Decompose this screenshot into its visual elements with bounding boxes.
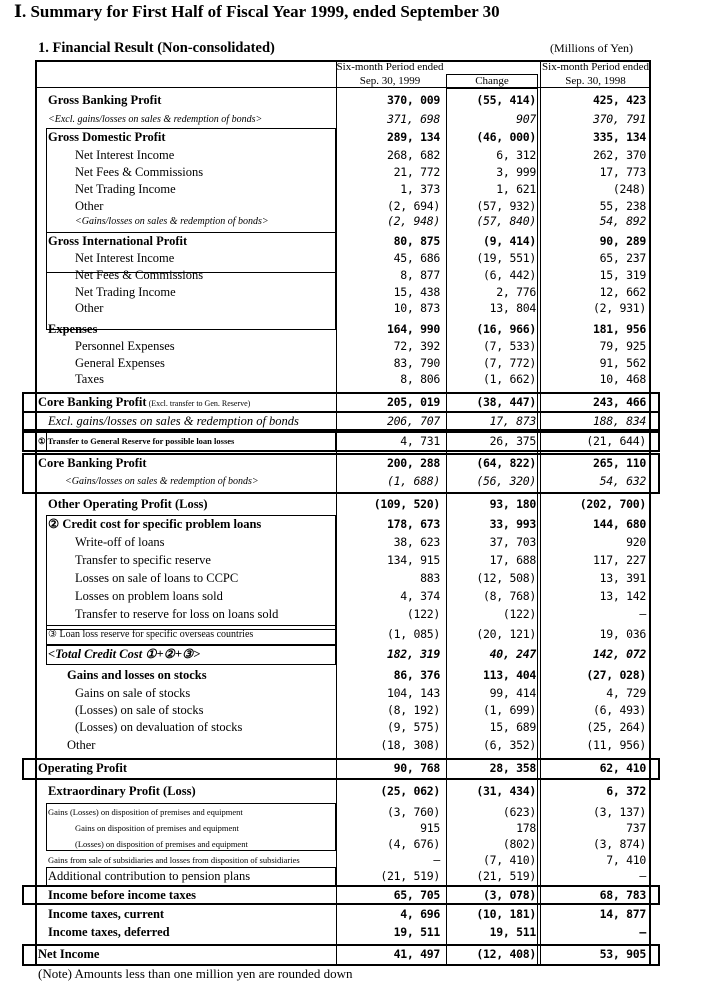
table-row <box>0 129 712 146</box>
value-prior: 19, 036 <box>599 627 646 641</box>
value-change: (31, 434) <box>476 784 536 798</box>
value-change: 113, 404 <box>483 668 536 682</box>
value-current: 83, 790 <box>393 356 440 370</box>
value-current: 21, 772 <box>393 165 440 179</box>
value-change: 13, 804 <box>489 301 536 315</box>
value-change: (19, 551) <box>476 251 536 265</box>
value-current: 206, 707 <box>387 414 440 428</box>
value-current: 370, 009 <box>387 93 440 107</box>
value-change: 40, 247 <box>489 647 536 661</box>
row-label: Gains on sale of stocks <box>75 686 191 700</box>
table-row <box>0 213 712 230</box>
table-row <box>0 719 712 736</box>
value-change: 907 <box>516 112 536 126</box>
value-current: (9, 575) <box>387 720 440 734</box>
table-row <box>0 804 712 821</box>
row-label: Income taxes, deferred <box>48 925 170 939</box>
value-change: (12, 408) <box>476 947 536 961</box>
row-label: Write-off of loans <box>75 535 165 549</box>
value-current: 65, 705 <box>393 888 440 902</box>
row-label: Gains and losses on stocks <box>67 668 207 682</box>
row-label: <Excl. gains/losses on sales & redemption of bonds> <box>48 114 263 125</box>
change-column-box <box>446 88 538 966</box>
value-prior: 4, 729 <box>606 686 646 700</box>
value-current: 205, 019 <box>387 395 440 409</box>
value-change: (57, 840) <box>476 214 536 228</box>
page-title: Ⅰ. Summary for First Half of Fiscal Year 1999, ended September 30 <box>14 2 500 21</box>
value-change: (122) <box>502 607 536 621</box>
value-change: (64, 822) <box>476 456 536 470</box>
table-row <box>0 570 712 587</box>
value-change: 26, 375 <box>489 434 536 448</box>
value-change: (56, 320) <box>476 474 536 488</box>
table-row <box>0 946 712 963</box>
value-prior: — <box>639 869 646 883</box>
value-current: (18, 308) <box>380 738 440 752</box>
row-label: Income taxes, current <box>48 907 165 921</box>
table-row <box>0 433 712 450</box>
table-row <box>0 394 712 411</box>
row-label: Excl. gains/losses on sales & redemption of bonds <box>48 414 299 428</box>
value-change: (3, 078) <box>483 888 536 902</box>
row-label: Gains on disposition of premises and equipment <box>75 823 239 833</box>
value-prior: (11, 956) <box>586 738 646 752</box>
table-row <box>0 300 712 317</box>
table-row <box>0 267 712 284</box>
value-current: 182, 319 <box>387 647 440 661</box>
value-current: 915 <box>420 821 440 835</box>
value-current: 10, 873 <box>393 301 440 315</box>
value-current: 19, 511 <box>393 925 440 939</box>
row-label: Personnel Expenses <box>75 339 175 353</box>
table-row <box>0 321 712 338</box>
row-label: Losses on sale of loans to CCPC <box>75 571 239 585</box>
value-current: (2, 694) <box>387 199 440 213</box>
value-change: 15, 689 <box>489 720 536 734</box>
row-label: Operating Profit <box>38 761 127 775</box>
value-change: (7, 533) <box>483 339 536 353</box>
row-label: Other <box>75 199 104 213</box>
table-row <box>0 702 712 719</box>
table-row <box>0 924 712 941</box>
section-title: 1. Financial Result (Non-consolidated) <box>38 40 275 56</box>
row-label: Net Fees & Commissions <box>75 268 204 282</box>
value-current: 178, 673 <box>387 517 440 531</box>
value-prior: (3, 874) <box>593 837 646 851</box>
row-label: Net Trading Income <box>75 285 176 299</box>
value-prior: 920 <box>626 535 646 549</box>
value-change: 28, 358 <box>489 761 536 775</box>
value-current: 134, 915 <box>387 553 440 567</box>
value-change: (46, 000) <box>476 130 536 144</box>
value-current: 4, 696 <box>400 907 440 921</box>
table-row <box>0 455 712 472</box>
value-change: (7, 772) <box>483 356 536 370</box>
value-current: 45, 686 <box>393 251 440 265</box>
value-change: 99, 414 <box>489 686 536 700</box>
value-current: 90, 768 <box>393 761 440 775</box>
value-change: (7, 410) <box>483 853 536 867</box>
value-prior: 188, 834 <box>593 414 646 428</box>
table-row <box>0 685 712 702</box>
row-label: Extraordinary Profit (Loss) <box>48 784 196 798</box>
row-label: Income before income taxes <box>48 888 196 902</box>
value-change: (6, 352) <box>483 738 536 752</box>
value-current: (25, 062) <box>380 784 440 798</box>
table-row <box>0 92 712 109</box>
value-current: 38, 623 <box>393 535 440 549</box>
table-row <box>0 606 712 623</box>
row-label: ① Transfer to General Reserve for possible loan losses <box>38 436 235 446</box>
row-label: Transfer to specific reserve <box>75 553 211 567</box>
value-change: 2, 776 <box>496 285 536 299</box>
row-label: (Losses) on disposition of premises and equipment <box>75 839 248 849</box>
value-current: (109, 520) <box>373 497 440 511</box>
value-prior: 91, 562 <box>599 356 646 370</box>
value-change: 17, 688 <box>489 553 536 567</box>
row-label: (Losses) on sale of stocks <box>75 703 204 717</box>
value-change: (1, 662) <box>483 372 536 386</box>
footnote: (Note) Amounts less than one million yen are rounded down <box>38 966 353 981</box>
value-current: 200, 288 <box>387 456 440 470</box>
row-label: Gross Banking Profit <box>48 93 162 107</box>
value-current: 41, 497 <box>393 947 440 961</box>
value-current: 15, 438 <box>393 285 440 299</box>
value-current: (1, 688) <box>387 474 440 488</box>
value-current: (21, 519) <box>380 869 440 883</box>
value-change: 37, 703 <box>489 535 536 549</box>
table-row <box>0 111 712 128</box>
table-row <box>0 588 712 605</box>
value-current: (3, 760) <box>387 805 440 819</box>
row-label: Other <box>75 301 104 315</box>
table-row <box>0 250 712 267</box>
value-prior: (27, 028) <box>586 668 646 682</box>
value-prior: 370, 791 <box>593 112 646 126</box>
value-current: 80, 875 <box>393 234 440 248</box>
value-change: (20, 121) <box>476 627 536 641</box>
row-label: Core Banking Profit <box>38 456 147 470</box>
row-label: Net Interest Income <box>75 148 175 162</box>
value-prior: 142, 072 <box>593 647 646 661</box>
value-current: 104, 143 <box>387 686 440 700</box>
table-row <box>0 516 712 533</box>
value-change: 93, 180 <box>489 497 536 511</box>
value-change: 178 <box>516 821 536 835</box>
table-row <box>0 496 712 513</box>
value-prior: — <box>639 925 646 939</box>
row-label: ③ Loan loss reserve for specific overseas countries <box>48 629 254 640</box>
value-prior: 6, 372 <box>606 784 646 798</box>
value-current: 8, 877 <box>400 268 440 282</box>
value-prior: 54, 892 <box>599 214 646 228</box>
value-prior: 68, 783 <box>599 888 646 902</box>
table-row <box>0 868 712 885</box>
table-row <box>0 836 712 853</box>
row-label: <Gains/losses on sales & redemption of bonds> <box>65 476 259 487</box>
value-change: 1, 621 <box>496 182 536 196</box>
value-prior: 425, 423 <box>593 93 646 107</box>
value-prior: 181, 956 <box>593 322 646 336</box>
value-change: (9, 414) <box>483 234 536 248</box>
row-label: Gains (Losses) on disposition of premises and equipment <box>48 807 243 817</box>
row-label: Net Trading Income <box>75 182 176 196</box>
value-prior: — <box>639 607 646 621</box>
value-prior: (6, 493) <box>593 703 646 717</box>
value-prior: 17, 773 <box>599 165 646 179</box>
value-prior: 10, 468 <box>599 372 646 386</box>
value-current: — <box>433 853 440 867</box>
table-row <box>0 906 712 923</box>
value-change: (8, 768) <box>483 589 536 603</box>
row-label: Net Income <box>38 947 100 961</box>
row-label: Net Interest Income <box>75 251 175 265</box>
table-row <box>0 760 712 777</box>
value-current: (4, 676) <box>387 837 440 851</box>
value-prior: (21, 644) <box>586 434 646 448</box>
row-label: Transfer to reserve for loss on loans sold <box>75 607 279 621</box>
value-prior: 13, 391 <box>599 571 646 585</box>
table-row <box>0 284 712 301</box>
value-prior: 262, 370 <box>593 148 646 162</box>
value-change: (57, 932) <box>476 199 536 213</box>
table-row <box>0 626 712 643</box>
value-prior: 737 <box>626 821 646 835</box>
value-prior: 243, 466 <box>593 395 646 409</box>
value-change: (55, 414) <box>476 93 536 107</box>
row-label: <Total Credit Cost ①+②+③> <box>48 647 201 661</box>
value-change: 3, 999 <box>496 165 536 179</box>
row-label: Taxes <box>75 372 104 386</box>
table-row <box>0 355 712 372</box>
value-current: 4, 374 <box>400 589 440 603</box>
value-current: 883 <box>420 571 440 585</box>
value-prior: 54, 632 <box>599 474 646 488</box>
header-prior: Six-month Period ended Sep. 30, 1998 <box>542 61 649 87</box>
value-change: (38, 447) <box>476 395 536 409</box>
value-prior: 15, 319 <box>599 268 646 282</box>
value-prior: 55, 238 <box>599 199 646 213</box>
value-current: 164, 990 <box>387 322 440 336</box>
value-current: 8, 806 <box>400 372 440 386</box>
row-label: General Expenses <box>75 356 165 370</box>
value-prior: 62, 410 <box>599 761 646 775</box>
row-label: Net Fees & Commissions <box>75 165 204 179</box>
value-prior: 79, 925 <box>599 339 646 353</box>
value-change: (21, 519) <box>476 869 536 883</box>
value-prior: 335, 134 <box>593 130 646 144</box>
header-current: Six-month Period ended Sep. 30, 1999 <box>336 61 444 87</box>
value-prior: (3, 137) <box>593 805 646 819</box>
value-change: (802) <box>502 837 536 851</box>
value-current: (2, 948) <box>387 214 440 228</box>
value-prior: (248) <box>612 182 646 196</box>
value-prior: (2, 931) <box>593 301 646 315</box>
value-current: 72, 392 <box>393 339 440 353</box>
value-change: (623) <box>502 805 536 819</box>
table-row <box>0 413 712 430</box>
value-prior: (25, 264) <box>586 720 646 734</box>
table-row <box>0 820 712 837</box>
value-current: 268, 682 <box>387 148 440 162</box>
table-row <box>0 667 712 684</box>
value-prior: 7, 410 <box>606 853 646 867</box>
value-current: 289, 134 <box>387 130 440 144</box>
row-label: (Losses) on devaluation of stocks <box>75 720 243 734</box>
row-label: Other Operating Profit (Loss) <box>48 497 208 511</box>
value-prior: (202, 700) <box>579 497 646 511</box>
row-label: Additional contribution to pension plans <box>48 869 251 883</box>
row-label: Losses on problem loans sold <box>75 589 223 603</box>
value-current: 371, 698 <box>387 112 440 126</box>
value-change: 6, 312 <box>496 148 536 162</box>
row-label: Gross International Profit <box>48 234 188 248</box>
value-prior: 13, 142 <box>599 589 646 603</box>
value-prior: 65, 237 <box>599 251 646 265</box>
value-prior: 90, 289 <box>599 234 646 248</box>
table-row <box>0 737 712 754</box>
row-label: <Gains/losses on sales & redemption of bonds> <box>75 216 269 227</box>
value-change: (12, 508) <box>476 571 536 585</box>
table-row <box>0 181 712 198</box>
value-current: (8, 192) <box>387 703 440 717</box>
table-row <box>0 473 712 490</box>
row-label-note: (Excl. transfer to Gen. Reserve) <box>146 399 251 408</box>
row-label: ② Credit cost for specific problem loans <box>48 517 262 531</box>
row-label: Gross Domestic Profit <box>48 130 166 144</box>
row-label: Gains from sale of subsidiaries and losses from disposition of subsidiaries <box>48 855 300 865</box>
table-row <box>0 233 712 250</box>
value-prior: 117, 227 <box>593 553 646 567</box>
table-row <box>0 887 712 904</box>
table-row <box>0 338 712 355</box>
value-current: (122) <box>406 607 440 621</box>
row-label: Core Banking Profit (Excl. transfer to Gen. Reserve) <box>38 395 251 409</box>
table-row <box>0 646 712 663</box>
table-row <box>0 147 712 164</box>
row-label: Other <box>67 738 96 752</box>
value-change: (10, 181) <box>476 907 536 921</box>
value-change: (6, 442) <box>483 268 536 282</box>
value-prior: 53, 905 <box>599 947 646 961</box>
value-change: 19, 511 <box>489 925 536 939</box>
header-change: Change <box>475 75 509 87</box>
table-row <box>0 371 712 388</box>
value-change: 17, 873 <box>489 414 536 428</box>
table-row <box>0 164 712 181</box>
units-label: (Millions of Yen) <box>550 41 634 55</box>
table-row <box>0 552 712 569</box>
value-prior: 14, 877 <box>599 907 646 921</box>
value-change: (16, 966) <box>476 322 536 336</box>
table-row <box>0 534 712 551</box>
value-prior: 12, 662 <box>599 285 646 299</box>
value-change: (1, 699) <box>483 703 536 717</box>
value-change: 33, 993 <box>489 517 536 531</box>
value-prior: 265, 110 <box>593 456 646 470</box>
value-current: 1, 373 <box>400 182 440 196</box>
row-label: Expenses <box>48 322 98 336</box>
value-current: (1, 085) <box>387 627 440 641</box>
value-prior: 144, 680 <box>593 517 646 531</box>
table-row <box>0 783 712 800</box>
value-current: 4, 731 <box>400 434 440 448</box>
value-current: 86, 376 <box>393 668 440 682</box>
